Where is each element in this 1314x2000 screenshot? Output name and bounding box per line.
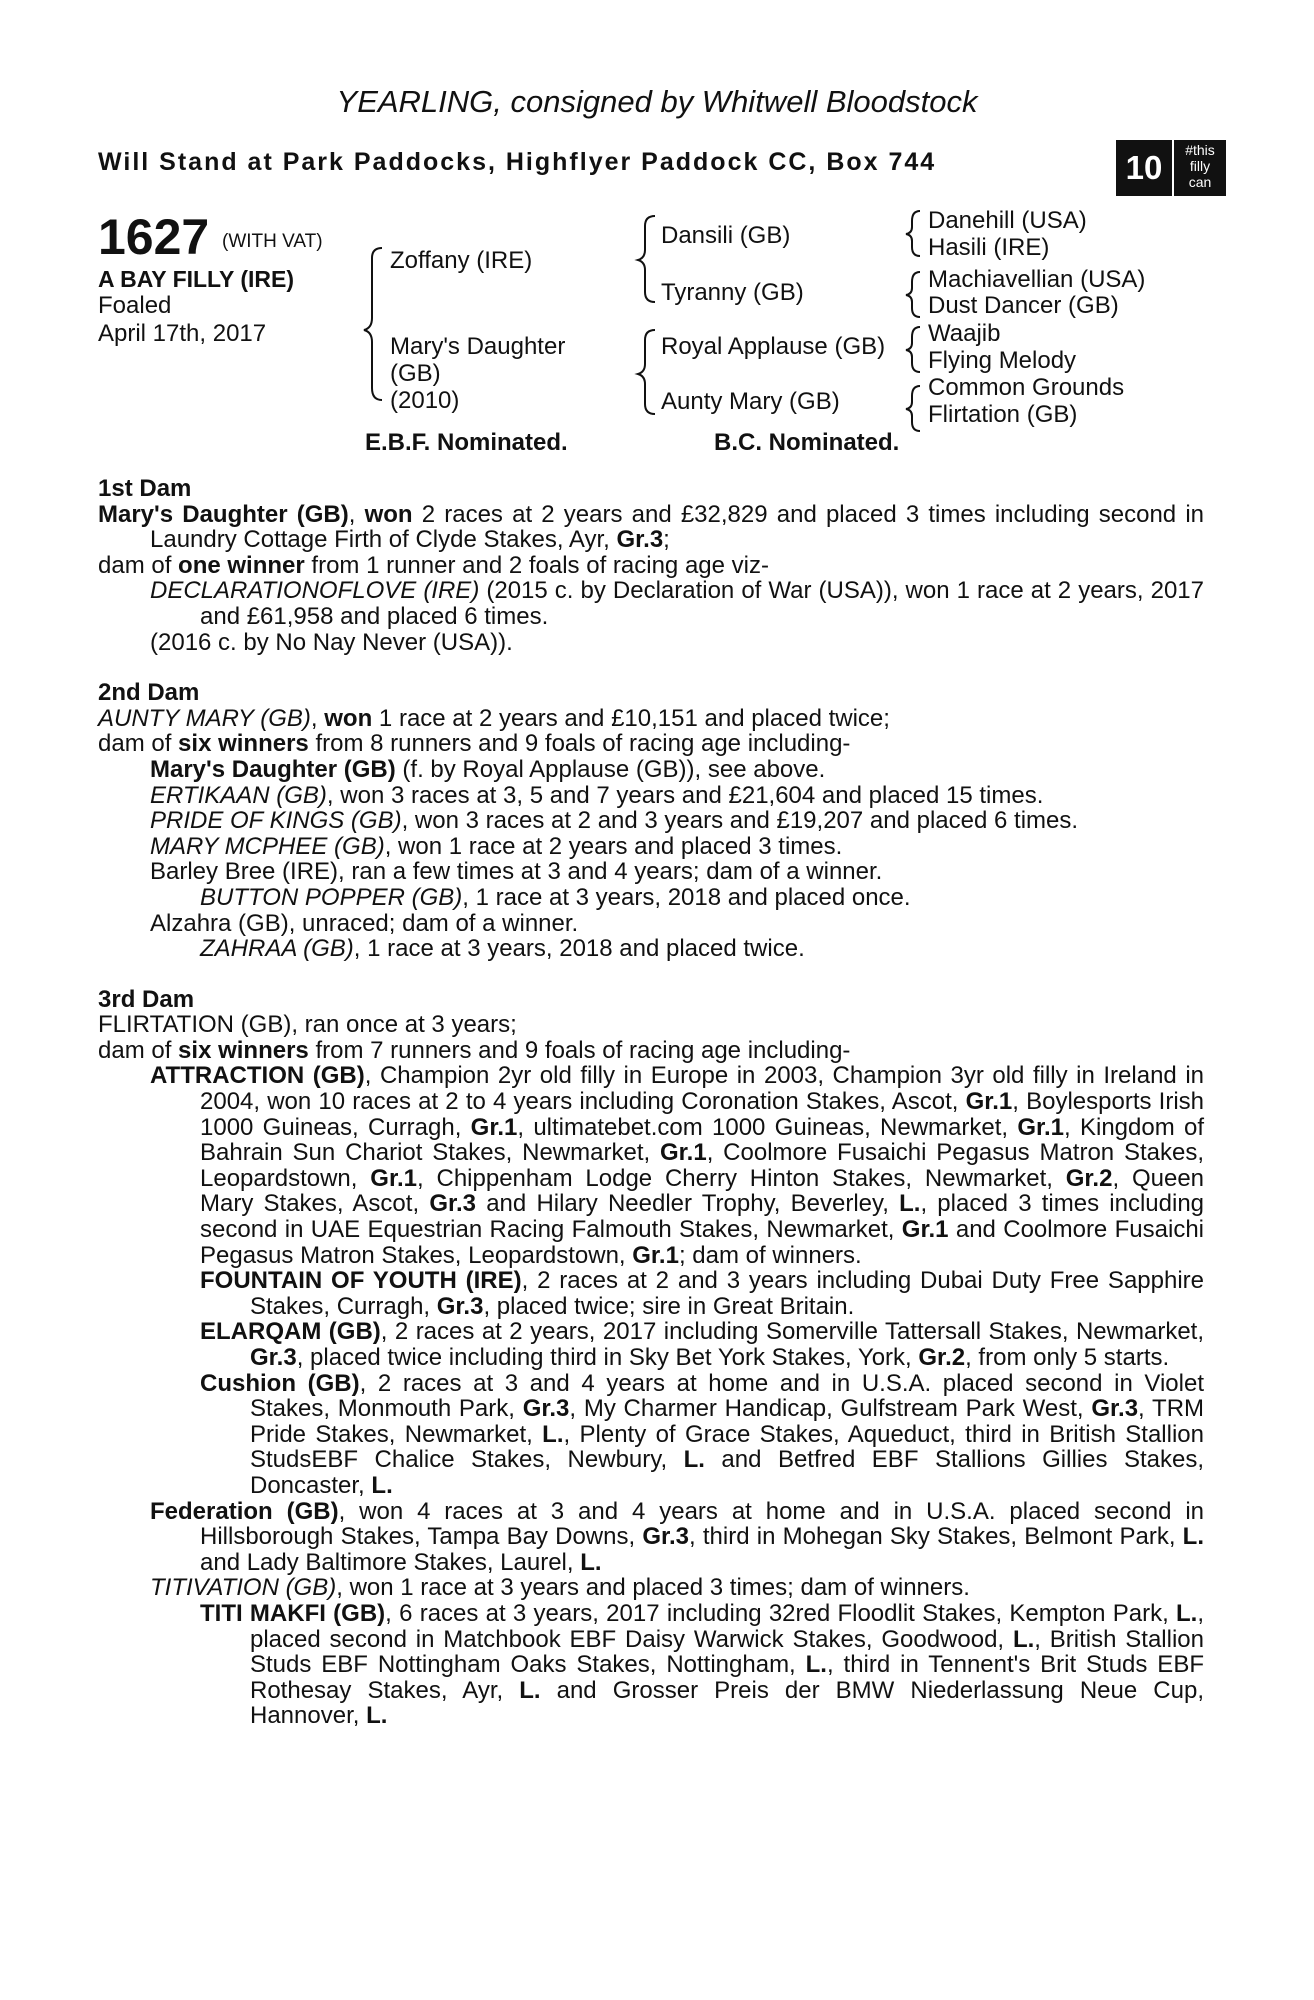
second-dam-heading: 2nd Dam [98, 679, 200, 707]
logo-plus-ten: 10 [1116, 140, 1172, 196]
grandparent-6: Flying Melody [928, 347, 1077, 374]
second-dam-grandproduce-2: ZAHRAA (GB), 1 race at 3 years, 2018 and placed twice. [200, 935, 805, 963]
grandparent-1: Danehill (USA) [928, 207, 1087, 234]
sire-dam: Tyranny (GB) [661, 279, 804, 306]
first-dam-produce-1: DECLARATIONOFLOVE (IRE) (2015 c. by Declaration of War (USA)), won 1 race at 2 years, 2017 and £61,958 and placed 6 times. [150, 577, 1204, 630]
vat-label: (WITH VAT) [222, 231, 323, 252]
second-dam-produce-4: MARY MCPHEE (GB), won 1 race at 2 years and placed 3 times. [150, 832, 843, 860]
dam-dam: Aunty Mary (GB) [661, 388, 840, 415]
first-dam-produce-2: (2016 c. by No Nay Never (USA)). [150, 628, 513, 656]
bc-nominated: B.C. Nominated. [714, 429, 900, 456]
grandparent-7: Common Grounds [928, 374, 1125, 401]
second-dam-produce-2: ERTIKAAN (GB), won 3 races at 3, 5 and 7 years and £21,604 and placed 15 times. [150, 781, 1044, 809]
dam: Mary's Daughter (GB) (2010) [390, 333, 566, 414]
grandparent-5: Waajib [928, 320, 1001, 347]
second-dam-produce-6: Alzahra (GB), unraced; dam of a winner. [150, 909, 579, 937]
second-dam-grandproduce-1: BUTTON POPPER (GB), 1 race at 3 years, 2018 and placed once. [200, 883, 911, 911]
sire: Zoffany (IRE) [390, 247, 533, 274]
cushion-entry: Cushion (GB), 2 races at 3 and 4 years at home and in U.S.A. placed second in Violet Stakes, Monmouth Park, Gr.3, My Charmer Handicap, Gulfstream Park West, Gr.3, TRM Pride Stakes, Newmarket, L., Plenty of Grace Stakes, Aqueduct, third in British Stallion StudsEBF Chalice Stakes, Newbury, L. and Betfred EBF Stallions Gillies Stakes, Doncaster, L. [200, 1369, 1205, 1499]
third-dam-produce-summary: dam of six winners from 7 runners and 9 foals of racing age including- [98, 1036, 851, 1064]
second-dam-produce-1: Mary's Daughter (GB) (f. by Royal Applause (GB)), see above. [150, 755, 826, 783]
attraction-entry: ATTRACTION (GB), Champion 2yr old filly in Europe in 2003, Champion 3yr old filly in Ireland in 2004, won 10 races at 2 to 4 years including Coronation Stakes, Ascot, Gr.1, Boylesports Irish 1000 Guineas, Curragh, Gr.1, ultimatebet.com 1000 Guineas, Newmarket, Gr.1, Kingdom of Bahrain Sun Chariot Stakes, Newmarket, Gr.1, Coolmore Fusaichi Pegasus Matron Stakes, Leopardstown, Gr.1, Chippenham Lodge Cherry Hinton Stakes, Newmarket, Gr.2, Queen Mary Stakes, Ascot, Gr.3 and Hilary Needler Trophy, Beverley, L., placed 3 times including second in UAE Equestrian Racing Falmouth Stakes, Newmarket, Gr.1 and Coolmore Fusaichi Pegasus Matron Stakes, Leopardstown, Gr.1; dam of winners. [150, 1062, 1205, 1269]
grandparent-3: Machiavellian (USA) [928, 266, 1146, 293]
logo-hashtag: #this filly can [1174, 140, 1226, 196]
elarqam-entry: ELARQAM (GB), 2 races at 2 years, 2017 including Somerville Tattersall Stakes, Newmarket, Gr.3, placed twice including third in Sky Bet York Stakes, York, Gr.2, from only 5 starts. [200, 1318, 1204, 1371]
titi-makfi-entry: TITI MAKFI (GB), 6 races at 3 years, 2017 including 32red Floodlit Stakes, Kempton Park, L., placed second in Matchbook EBF Daisy Warwick Stakes, Goodwood, L., British Stallion Studs EBF Nottingham Oaks Stakes, Nottingham, L., third in Tennent's Brit Studs EBF Rothesay Stakes, Ayr, L. and Grosser Preis der BMW Niederlassung Neue Cup, Hannover, L. [200, 1599, 1204, 1730]
grandparent-8: Flirtation (GB) [928, 401, 1078, 428]
first-dam-heading: 1st Dam [98, 475, 192, 502]
first-dam-record: Mary's Daughter (GB), won 2 races at 2 years and £32,829 and placed 3 times including second in Laundry Cottage Firth of Clyde Stakes, Ayr, Gr.3; [98, 500, 1204, 554]
second-dam-produce-3: PRIDE OF KINGS (GB), won 3 races at 2 and 3 years and £19,207 and placed 6 times. [150, 807, 1079, 835]
third-dam-record: FLIRTATION (GB), ran once at 3 years; [98, 1011, 517, 1039]
titivation-entry: TITIVATION (GB), won 1 race at 3 years and placed 3 times; dam of winners. [150, 1574, 970, 1602]
grandparent-4: Dust Dancer (GB) [928, 292, 1119, 319]
third-dam-heading: 3rd Dam [98, 985, 195, 1013]
location-line: Will Stand at Park Paddocks, Highflyer Paddock CC, Box 744 [98, 148, 937, 176]
sire-sire: Dansili (GB) [661, 222, 791, 249]
ebf-nominated: E.B.F. Nominated. [365, 429, 568, 456]
consignment-heading: YEARLING, consigned by Whitwell Bloodstock [336, 84, 978, 119]
first-dam-produce-summary: dam of one winner from 1 runner and 2 foals of racing age viz- [98, 551, 769, 579]
grandparent-2: Hasili (IRE) [928, 234, 1050, 261]
second-dam-produce-5: Barley Bree (IRE), ran a few times at 3 and 4 years; dam of a winner. [150, 858, 883, 886]
federation-entry: Federation (GB), won 4 races at 3 and 4 years at home and in U.S.A. placed second in Hillsborough Stakes, Tampa Bay Downs, Gr.3, third in Mohegan Sky Stakes, Belmont Park, L. and Lady Baltimore Stakes, Laurel, L. [150, 1497, 1205, 1576]
fountain-of-youth-entry: FOUNTAIN OF YOUTH (IRE), 2 races at 2 and 3 years including Dubai Duty Free Sapphire Stakes, Curragh, Gr.3, placed twice; sire in Great Britain. [200, 1267, 1205, 1320]
foaled-info: Foaled April 17th, 2017 [98, 292, 267, 347]
dam-sire: Royal Applause (GB) [661, 333, 886, 360]
second-dam-record: AUNTY MARY (GB), won 1 race at 2 years and £10,151 and placed twice; [98, 704, 890, 732]
second-dam-produce-summary: dam of six winners from 8 runners and 9 foals of racing age including- [98, 730, 851, 758]
lot-name: A BAY FILLY (IRE) [98, 266, 294, 292]
pedigree-notes [98, 476, 1204, 1729]
lot-number: 1627 [98, 209, 210, 265]
